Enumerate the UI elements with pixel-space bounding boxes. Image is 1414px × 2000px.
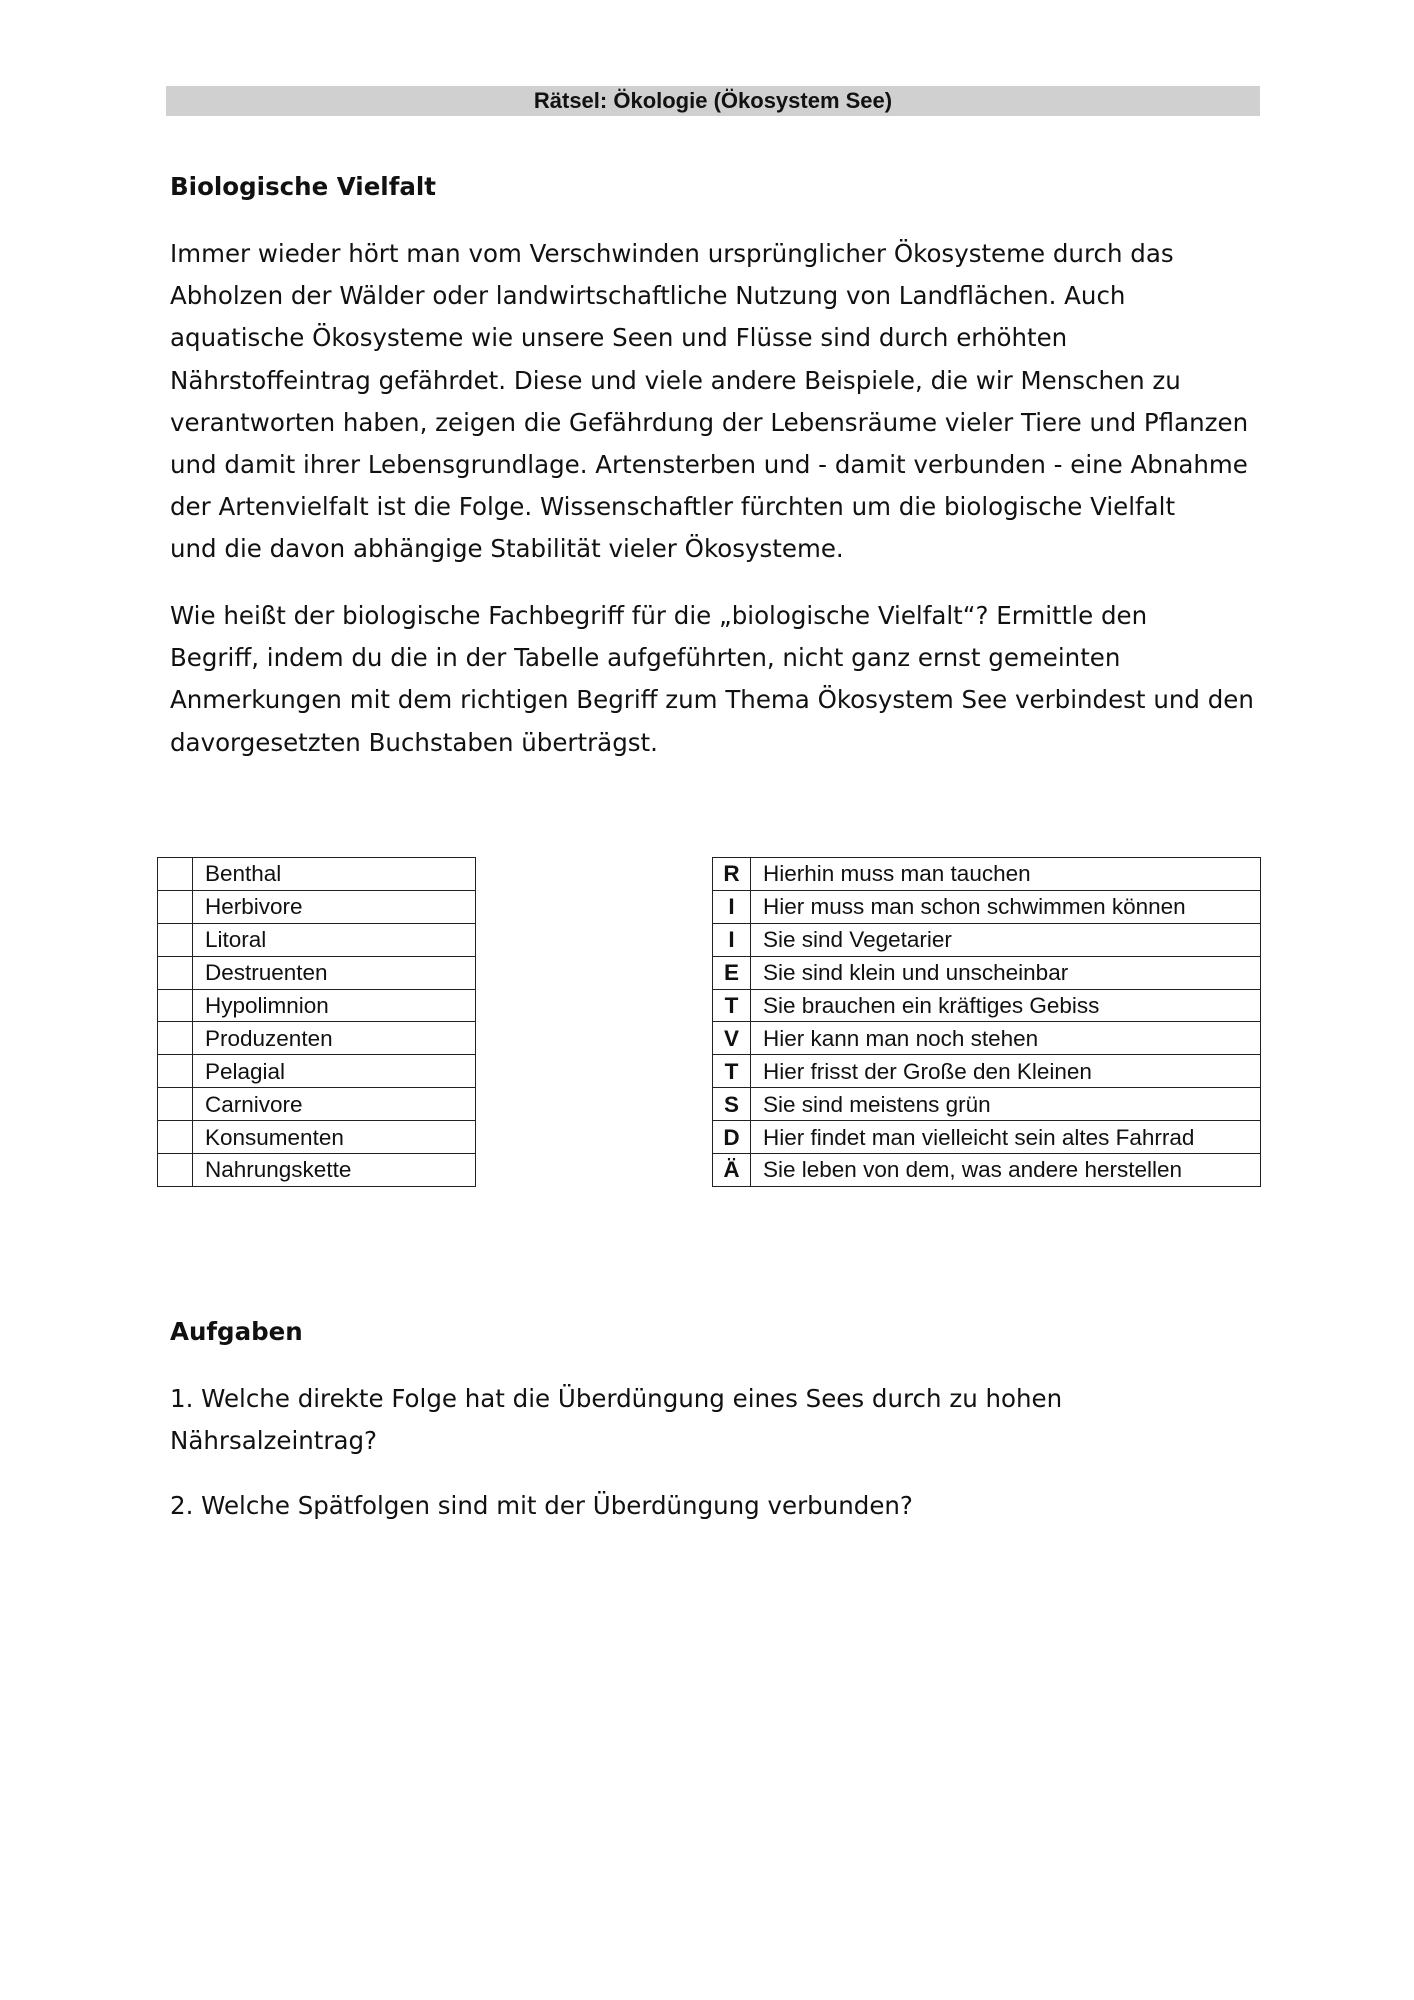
table-row (158, 1121, 476, 1154)
answer-box[interactable] (158, 1154, 193, 1187)
hint-letter: I (713, 923, 751, 956)
term-cell: Nahrungskette (193, 1154, 476, 1187)
text-line: 2. Welche Spätfolgen sind mit der Überdüngung verbunden? (170, 1491, 913, 1520)
table-row (158, 956, 476, 989)
section-title-biodiversity: Biologische Vielfalt (170, 172, 437, 201)
hint-letter: S (713, 1088, 751, 1121)
hint-letter: Ä (713, 1154, 751, 1187)
term-cell: Pelagial (193, 1055, 476, 1088)
answer-box[interactable] (158, 923, 193, 956)
text-line: und die davon abhängige Stabilität vieler Ökosysteme. (170, 534, 844, 564)
term-cell: Benthal (193, 858, 476, 891)
term-cell: Produzenten (193, 1022, 476, 1055)
answer-box[interactable] (158, 1088, 193, 1121)
hint-text: Hier frisst der Große den Kleinen (751, 1055, 1261, 1088)
answer-box[interactable] (158, 858, 193, 891)
table-row (713, 956, 1261, 989)
text-line: Abholzen der Wälder oder landwirtschaftliche Nutzung von Landflächen. Auch (170, 281, 1126, 311)
table-row (713, 923, 1261, 956)
table-row (158, 1022, 476, 1055)
page-header: Rätsel: Ökologie (Ökosystem See) (166, 86, 1260, 116)
table-row (158, 1154, 476, 1187)
text-line: Wie heißt der biologische Fachbegriff für die „biologische Vielfalt“? Ermittle den (170, 601, 1148, 630)
terms-table (157, 857, 476, 1187)
text-line: verantworten haben, zeigen die Gefährdung der Lebensräume vieler Tiere und Pflanzen (170, 407, 1249, 437)
text-line: 1. Welche direkte Folge hat die Überdüngung eines Sees durch zu hohen (170, 1384, 1063, 1413)
table-row (158, 890, 476, 923)
text-line: aquatische Ökosysteme wie unsere Seen und Flüsse sind durch erhöhten (170, 323, 1068, 353)
answer-box[interactable] (158, 890, 193, 923)
hint-letter: R (713, 858, 751, 891)
hint-text: Hier findet man vielleicht sein altes Fahrrad (751, 1121, 1261, 1154)
hint-text: Sie sind klein und unscheinbar (751, 956, 1261, 989)
table-row (713, 1088, 1261, 1121)
hints-table (712, 857, 1261, 1187)
text-line: Immer wieder hört man vom Verschwinden ursprünglicher Ökosysteme durch das (170, 239, 1174, 268)
table-row (713, 890, 1261, 923)
answer-box[interactable] (158, 1055, 193, 1088)
hint-letter: E (713, 956, 751, 989)
text-line: Nährstoffeintrag gefährdet. Diese und viele andere Beispiele, die wir Menschen zu (170, 365, 1181, 395)
term-cell: Destruenten (193, 956, 476, 989)
table-row (713, 989, 1261, 1022)
table-row (713, 1121, 1261, 1154)
hint-letter: T (713, 989, 751, 1022)
text-line: Nährsalzeintrag? (170, 1426, 378, 1456)
table-row (158, 989, 476, 1022)
answer-box[interactable] (158, 989, 193, 1022)
hint-text: Sie brauchen ein kräftiges Gebiss (751, 989, 1261, 1022)
table-row (713, 1055, 1261, 1088)
table-row (158, 858, 476, 891)
term-cell: Herbivore (193, 890, 476, 923)
hint-text: Hierhin muss man tauchen (751, 858, 1261, 891)
text-line: Anmerkungen mit dem richtigen Begriff zum Thema Ökosystem See verbindest und den (170, 685, 1254, 715)
table-row (713, 1154, 1261, 1187)
task-1 (170, 1378, 1280, 1462)
table-row (158, 1055, 476, 1088)
answer-box[interactable] (158, 1022, 193, 1055)
hint-letter: I (713, 890, 751, 923)
term-cell: Carnivore (193, 1088, 476, 1121)
hint-letter: V (713, 1022, 751, 1055)
answer-box[interactable] (158, 956, 193, 989)
term-cell: Konsumenten (193, 1121, 476, 1154)
hint-text: Sie sind Vegetarier (751, 923, 1261, 956)
hint-text: Sie leben von dem, was andere herstellen (751, 1154, 1261, 1187)
text-line: und damit ihrer Lebensgrundlage. Artensterben und - damit verbunden - eine Abnahme (170, 450, 1248, 480)
term-cell: Litoral (193, 923, 476, 956)
hint-text: Hier muss man schon schwimmen können (751, 890, 1261, 923)
hint-letter: D (713, 1121, 751, 1154)
table-row (158, 1088, 476, 1121)
hint-text: Sie sind meistens grün (751, 1088, 1261, 1121)
text-line: Begriff, indem du die in der Tabelle aufgeführten, nicht ganz ernst gemeinten (170, 643, 1121, 673)
term-cell: Hypolimnion (193, 989, 476, 1022)
table-row (713, 1022, 1261, 1055)
hint-text: Hier kann man noch stehen (751, 1022, 1261, 1055)
task-2 (170, 1485, 1280, 1527)
text-line: der Artenvielfalt ist die Folge. Wissenschaftler fürchten um die biologische Vielfalt (170, 492, 1176, 522)
table-row (713, 858, 1261, 891)
intro-paragraph (170, 233, 1280, 571)
hint-letter: T (713, 1055, 751, 1088)
question-paragraph (170, 595, 1280, 764)
table-row (158, 923, 476, 956)
section-title-tasks: Aufgaben (170, 1317, 303, 1346)
text-line: davorgesetzten Buchstaben überträgst. (170, 727, 658, 757)
answer-box[interactable] (158, 1121, 193, 1154)
